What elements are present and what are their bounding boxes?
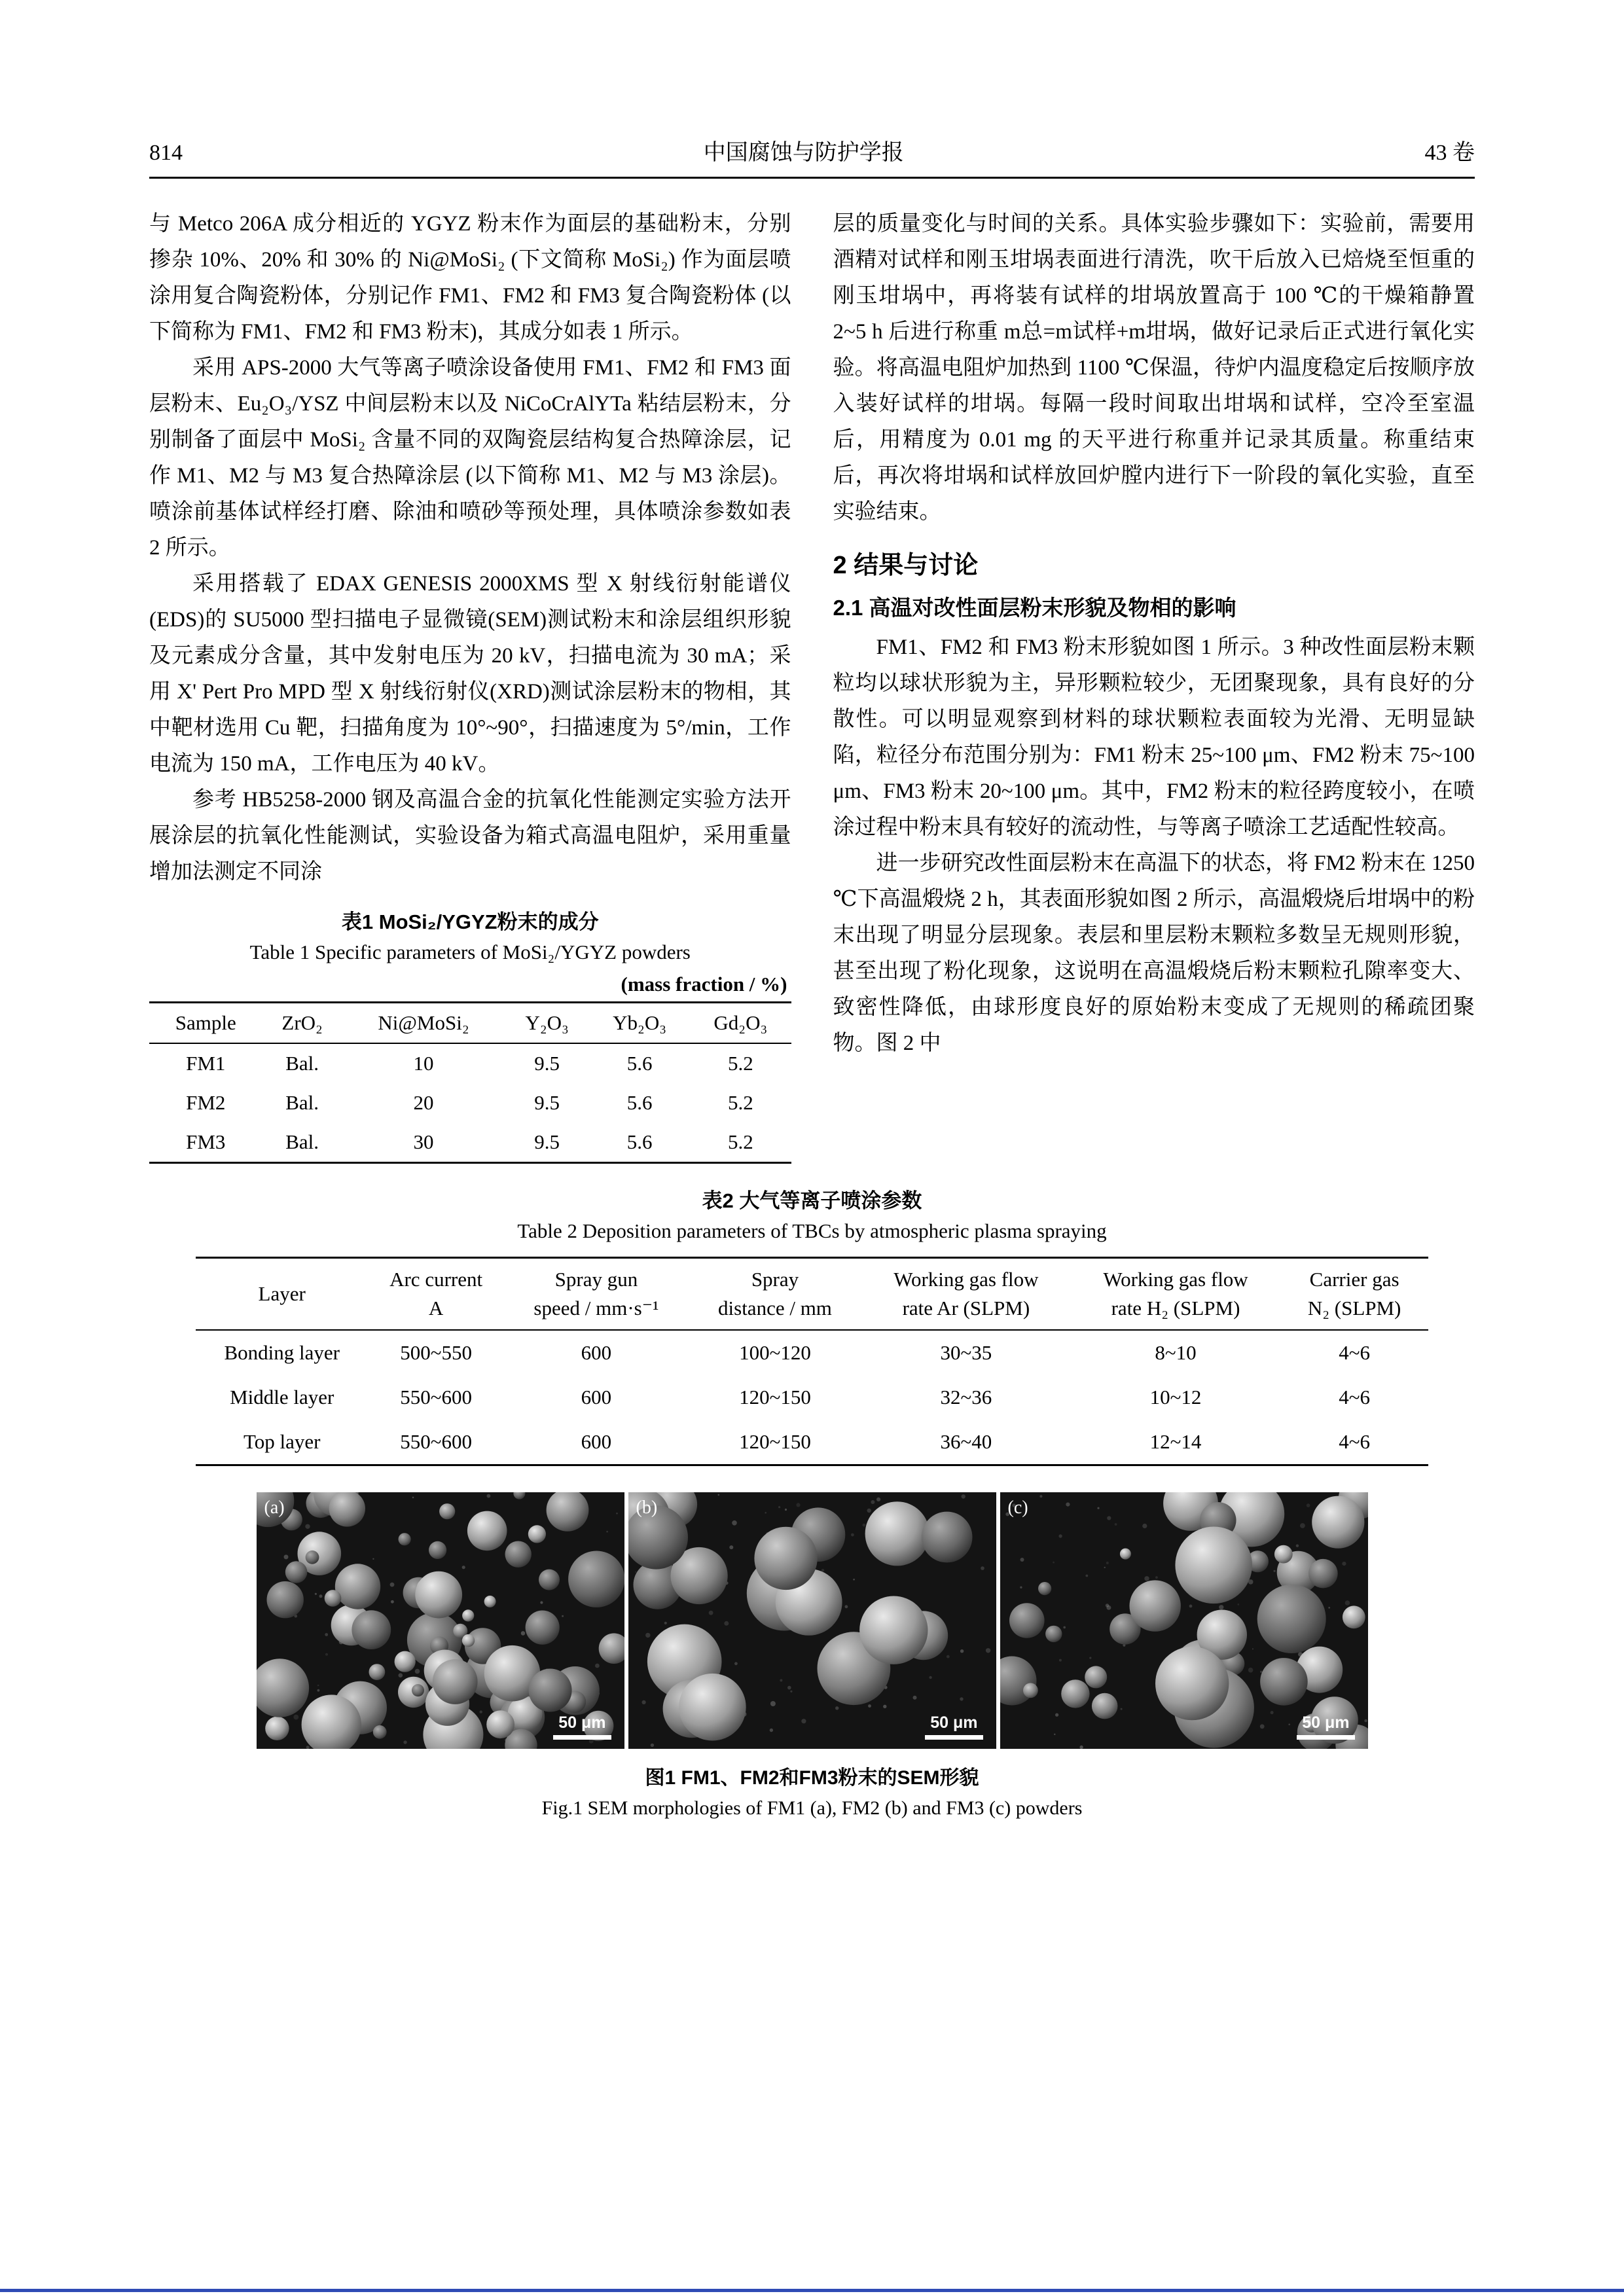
table-cell: 600: [581, 1386, 612, 1408]
table-row: [149, 1083, 791, 1122]
table-cell: 5.2: [727, 1091, 753, 1114]
paragraph: 采用 APS-2000 大气等离子喷涂设备使用 FM1、FM2 和 FM3 面层粉末、Eu₂O₃/YSZ 中间层粉末以及 NiCoCrAlYTa 粘结层粉末，分别制备了面层中 MoSi₂ 含量不同的双陶瓷层结构复合热障涂层，记作 M1、M2 与 M3 复合热障涂层 (以下简称 M1、M2 与 M3 涂层)。喷涂前基体试样经打磨、除油和喷砂等预处理，具体喷涂参数如表 2 所示。: [149, 356, 791, 560]
table-cell: 550~600: [400, 1386, 472, 1408]
table-cell: 5.2: [727, 1052, 753, 1075]
panel-label: (b): [636, 1498, 658, 1518]
table1-header-row: [149, 1003, 791, 1044]
table-cell: 9.5: [534, 1052, 560, 1075]
panel-label: (a): [264, 1498, 285, 1518]
table-cell: 5.6: [626, 1130, 653, 1153]
page-bottom-edge-line: [0, 2289, 1624, 2292]
figure-caption: [149, 1763, 1475, 1823]
sem-micrograph: [1000, 1492, 1368, 1749]
table-cell: FM2: [186, 1091, 226, 1114]
table1-unit-note: (mass fraction / %): [621, 973, 787, 996]
page-header: [149, 134, 1475, 166]
table2-header-cell: Arc current A: [389, 1268, 483, 1319]
table-cell: 5.6: [626, 1091, 653, 1114]
table-cell: 12~14: [1149, 1430, 1202, 1453]
table1-header-cell: Sample: [175, 1011, 236, 1034]
table-cell: 5.2: [727, 1130, 753, 1153]
subsection-heading: 2.1 高温对改性面层粉末形貌及物相的影响: [833, 596, 1236, 620]
table1: [149, 1001, 791, 1164]
table1-header-cell: Ni@MoSi₂: [378, 1011, 469, 1034]
figure-caption-en: Fig.1 SEM morphologies of FM1 (a), FM2 (b) and FM3 (c) powders: [541, 1797, 1083, 1819]
sem-image-c: [1000, 1492, 1368, 1749]
scale-bar: 50 μm: [1297, 1713, 1354, 1740]
table2-header-cell: Spray gun speed / mm·s⁻¹: [533, 1268, 659, 1319]
table-row: [196, 1330, 1428, 1375]
table-cell: 10: [413, 1052, 434, 1075]
table-cell: 100~120: [739, 1341, 811, 1364]
table-cell: 8~10: [1155, 1341, 1197, 1364]
table-row: [149, 1122, 791, 1163]
table-cell: 30~35: [940, 1341, 992, 1364]
table-cell: 4~6: [1339, 1341, 1370, 1364]
table-row: [196, 1420, 1428, 1465]
table-cell: 600: [581, 1341, 612, 1364]
table1-header-cell: Y₂O₃: [525, 1011, 569, 1034]
table-cell: 4~6: [1339, 1386, 1370, 1408]
table-cell: 9.5: [534, 1130, 560, 1153]
table1-caption-en: Table 1 Specific parameters of MoSi₂/YGYZ powders: [249, 941, 691, 963]
table-cell: Bal.: [285, 1091, 319, 1114]
table-cell: Middle layer: [230, 1386, 334, 1408]
section-heading: 2 结果与讨论: [833, 552, 979, 579]
table2-header-row: [196, 1258, 1428, 1331]
table1-caption-zh: 表1 MoSi₂/YGYZ粉末的成分: [341, 910, 599, 933]
left-column: [149, 206, 791, 1164]
table2-block: [149, 1186, 1475, 1466]
table-cell: 500~550: [400, 1341, 472, 1364]
panel-label: (c): [1007, 1498, 1028, 1518]
table-cell: 120~150: [739, 1386, 811, 1408]
table2-header-cell: Carrier gas N₂ (SLPM): [1307, 1268, 1401, 1319]
volume-label: 43 卷: [1424, 141, 1475, 165]
table-cell: Bal.: [285, 1052, 319, 1075]
table-row: [149, 1043, 791, 1083]
figure-caption-zh: 图1 FM1、FM2和FM3粉末的SEM形貌: [645, 1767, 979, 1789]
table-cell: 600: [581, 1430, 612, 1453]
page-number: 814: [149, 141, 183, 165]
table2-header-cell: Working gas flow rate H₂ (SLPM): [1103, 1268, 1248, 1319]
table-cell: 9.5: [534, 1091, 560, 1114]
paragraph: 进一步研究改性面层粉末在高温下的状态，将 FM2 粉末在 1250 ℃下高温煅烧 2 h，其表面形貌如图 2 所示，高温煅烧后坩埚中的粉末出现了明显分层现象。表层和里层粉末颗粒多数呈无规则形貌，甚至出现了粉化现象，这说明在高温煅烧后粉末颗粒孔隙率变大、致密性降低，由球形度良好的原始粉末变成了无规则的稀疏团聚物。图 2 中: [833, 852, 1475, 1055]
two-column-body: [149, 206, 1475, 1164]
table-cell: Bonding layer: [224, 1341, 340, 1364]
right-column: [833, 206, 1475, 1062]
table1-header-cell: Yb₂O₃: [613, 1011, 667, 1034]
sem-micrograph: [257, 1492, 624, 1749]
figure-1: [149, 1492, 1475, 1823]
table1-header-cell: ZrO₂: [281, 1011, 323, 1034]
table-cell: FM3: [186, 1130, 226, 1153]
table-cell: Top layer: [243, 1430, 321, 1453]
journal-title: 中国腐蚀与防护学报: [703, 141, 904, 165]
table-cell: 120~150: [739, 1430, 811, 1453]
table2-caption-zh: 表2 大气等离子喷涂参数: [702, 1189, 922, 1212]
table-cell: 36~40: [940, 1430, 992, 1453]
table2-header-cell: Layer: [258, 1282, 306, 1305]
table-cell: FM1: [186, 1052, 226, 1075]
sem-micrograph: [628, 1492, 996, 1749]
sem-image-b: [628, 1492, 996, 1749]
table-cell: 30: [413, 1130, 434, 1153]
scale-bar: 50 μm: [553, 1713, 611, 1740]
sem-panels: [256, 1492, 1369, 1749]
header-rule: [149, 177, 1475, 179]
table-cell: 10~12: [1149, 1386, 1202, 1408]
paragraph: 层的质量变化与时间的关系。具体实验步骤如下：实验前，需要用酒精对试样和刚玉坩埚表面进行清洗，吹干后放入已焙烧至恒重的刚玉坩埚中，再将装有试样的坩埚放置高于 100 ℃的干燥箱静置 2~5 h 后进行称重 m总=m试样+m坩埚，做好记录后正式进行氧化实验。将高温电阻炉加热到 1100 ℃保温，待炉内温度稳定后按顺序放入装好试样的坩埚。每隔一段时间取出坩埚和试样，空冷至室温后，用精度为 0.01 mg 的天平进行称重并记录其质量。称重结束后，再次将坩埚和试样放回炉膛内进行下一阶段的氧化实验，直至实验结束。: [833, 212, 1475, 524]
paragraph: 与 Metco 206A 成分相近的 YGYZ 粉末作为面层的基础粉末，分别掺杂 10%、20% 和 30% 的 Ni@MoSi₂ (下文简称 MoSi₂) 作为面层喷涂用复合陶瓷粉体，分别记作 FM1、FM2 和 FM3 复合陶瓷粉体 (以下简称为 FM1、FM2 和 FM3 粉末)，其成分如表 1 所示。: [149, 212, 791, 344]
table2-header-cell: Spray distance / mm: [718, 1268, 832, 1319]
sem-image-a: [257, 1492, 624, 1749]
table1-header-cell: Gd₂O₃: [713, 1011, 768, 1034]
table1-block: [149, 907, 791, 1164]
table-cell: 4~6: [1339, 1430, 1370, 1453]
table-cell: 32~36: [940, 1386, 992, 1408]
paragraph: FM1、FM2 和 FM3 粉末形貌如图 1 所示。3 种改性面层粉末颗粒均以球状形貌为主，异形颗粒较少，无团聚现象，具有良好的分散性。可以明显观察到材料的球状颗粒表面较为光滑、无明显缺陷，粒径分布范围分别为：FM1 粉末 25~100 μm、FM2 粉末 75~100 μm、FM3 粉末 20~100 μm。其中，FM2 粉末的粒径跨度较小，在喷涂过程中粉末具有较好的流动性，与等离子喷涂工艺适配性较高。: [833, 636, 1475, 839]
table2-header-cell: Working gas flow rate Ar (SLPM): [893, 1268, 1039, 1319]
table2-caption-en: Table 2 Deposition parameters of TBCs by atmospheric plasma spraying: [517, 1219, 1107, 1242]
table-cell: 5.6: [626, 1052, 653, 1075]
table-cell: Bal.: [285, 1130, 319, 1153]
paragraph: 参考 HB5258-2000 钢及高温合金的抗氧化性能测定实验方法开展涂层的抗氧化性能测试，实验设备为箱式高温电阻炉，采用重量增加法测定不同涂: [149, 788, 791, 884]
table-cell: 550~600: [400, 1430, 472, 1453]
table-cell: 20: [413, 1091, 434, 1114]
scale-bar: 50 μm: [925, 1713, 983, 1740]
table2: [196, 1257, 1428, 1466]
paragraph: 采用搭载了 EDAX GENESIS 2000XMS 型 X 射线衍射能谱仪(EDS)的 SU5000 型扫描电子显微镜(SEM)测试粉末和涂层组织形貌及元素成分含量，其中发射电压为 20 kV，扫描电流为 30 mA；采用 X' Pert Pro MPD 型 X 射线衍射仪(XRD)测试涂层粉末的物相，其中靶材选用 Cu 靶，扫描角度为 10°~90°，扫描速度为 5°/min，工作电流为 150 mA，工作电压为 40 kV。: [149, 572, 791, 776]
table-row: [196, 1375, 1428, 1420]
